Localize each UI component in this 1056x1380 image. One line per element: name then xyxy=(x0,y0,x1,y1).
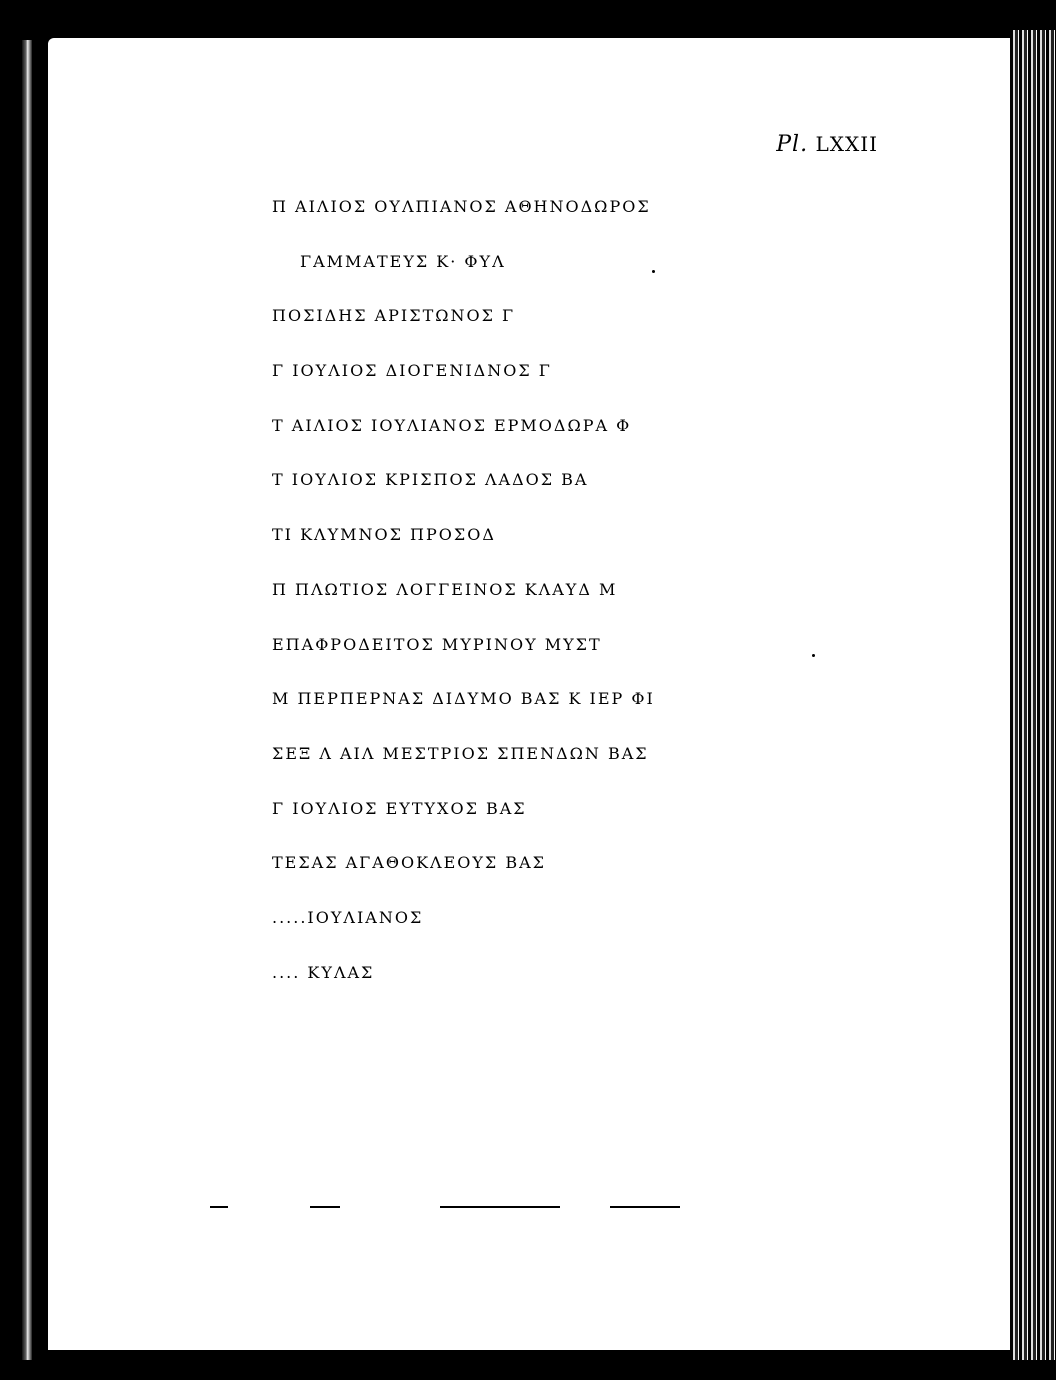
inscription-line: .... ΚΥΛΑΣ xyxy=(272,962,375,982)
inscription-line: Π ΠΛΩΤΙΟΣ ΛΟΓΓΕΙΝΟΣ ΚΛΑΥΔ Μ xyxy=(272,579,618,599)
page-edges xyxy=(1010,30,1056,1360)
inscription-line: Π ΑΙΛΙΟΣ ΟΥΛΠΙΑΝΟΣ ΑΘΗΝΟΔΩΡΟΣ xyxy=(272,197,651,216)
inscription-line: ΣΕΞ Λ ΑΙΛ ΜΕΣΤΡΙΟΣ ΣΠΕΝΔΩΝ ΒΑΣ xyxy=(272,743,649,763)
ink-speck xyxy=(812,654,815,657)
inscription-line: Γ ΙΟΥΛΙΟΣ ΕΥΤΥΧΟΣ ΒΑΣ xyxy=(272,798,527,818)
ink-speck xyxy=(652,270,655,273)
plate-prefix: Pl. xyxy=(776,132,809,157)
plate-number: LXXII xyxy=(815,132,878,156)
inscription-line: Τ ΙΟΥΛΙΟΣ ΚΡΙΣΠΟΣ ΛΑΔΟΣ ΒΑ xyxy=(272,470,589,490)
inscription-line: ΤΙ ΚΛΥΜΝΟΣ ΠΡΟΣΟΔ xyxy=(272,525,496,545)
plate-label xyxy=(776,132,878,157)
inscription-line: Μ ΠΕΡΠΕΡΝΑΣ ΔΙΔΥΜΟ ΒΑΣ Κ ΙΕΡ ΦΙ xyxy=(272,689,655,709)
rule-mark xyxy=(440,1206,560,1208)
inscription-line: .....ΙΟΥΛΙΑΝΟΣ xyxy=(272,907,424,927)
inscription-line: ΠΟΣΙΔΗΣ ΑΡΙΣΤΩΝΟΣ Γ xyxy=(272,306,516,326)
book-spine xyxy=(22,40,32,1360)
inscription-line: ΓΑΜΜΑΤΕΥΣ Κ· ΦΥΛ xyxy=(300,251,506,271)
footer-rule-marks xyxy=(210,1206,770,1210)
rule-mark xyxy=(610,1206,680,1208)
inscription-line: Γ ΙΟΥΛΙΟΣ ΔΙΟΓΕΝΙΔΝΟΣ Γ xyxy=(272,361,552,381)
inscription-line: ΕΠΑΦΡΟΔΕΙΤΟΣ ΜΥΡΙΝΟΥ ΜΥΣΤ xyxy=(272,634,602,654)
inscription-line: Τ ΑΙΛΙΟΣ ΙΟΥΛΙΑΝΟΣ ΕΡΜΟΔΩΡΑ Φ xyxy=(272,415,632,435)
rule-mark xyxy=(210,1206,228,1208)
rule-mark xyxy=(310,1206,340,1208)
inscription-text xyxy=(272,180,832,1000)
inscription-line: ΤΕΣΑΣ ΑΓΑΘΟΚΛΕΟΥΣ ΒΑΣ xyxy=(272,853,546,873)
